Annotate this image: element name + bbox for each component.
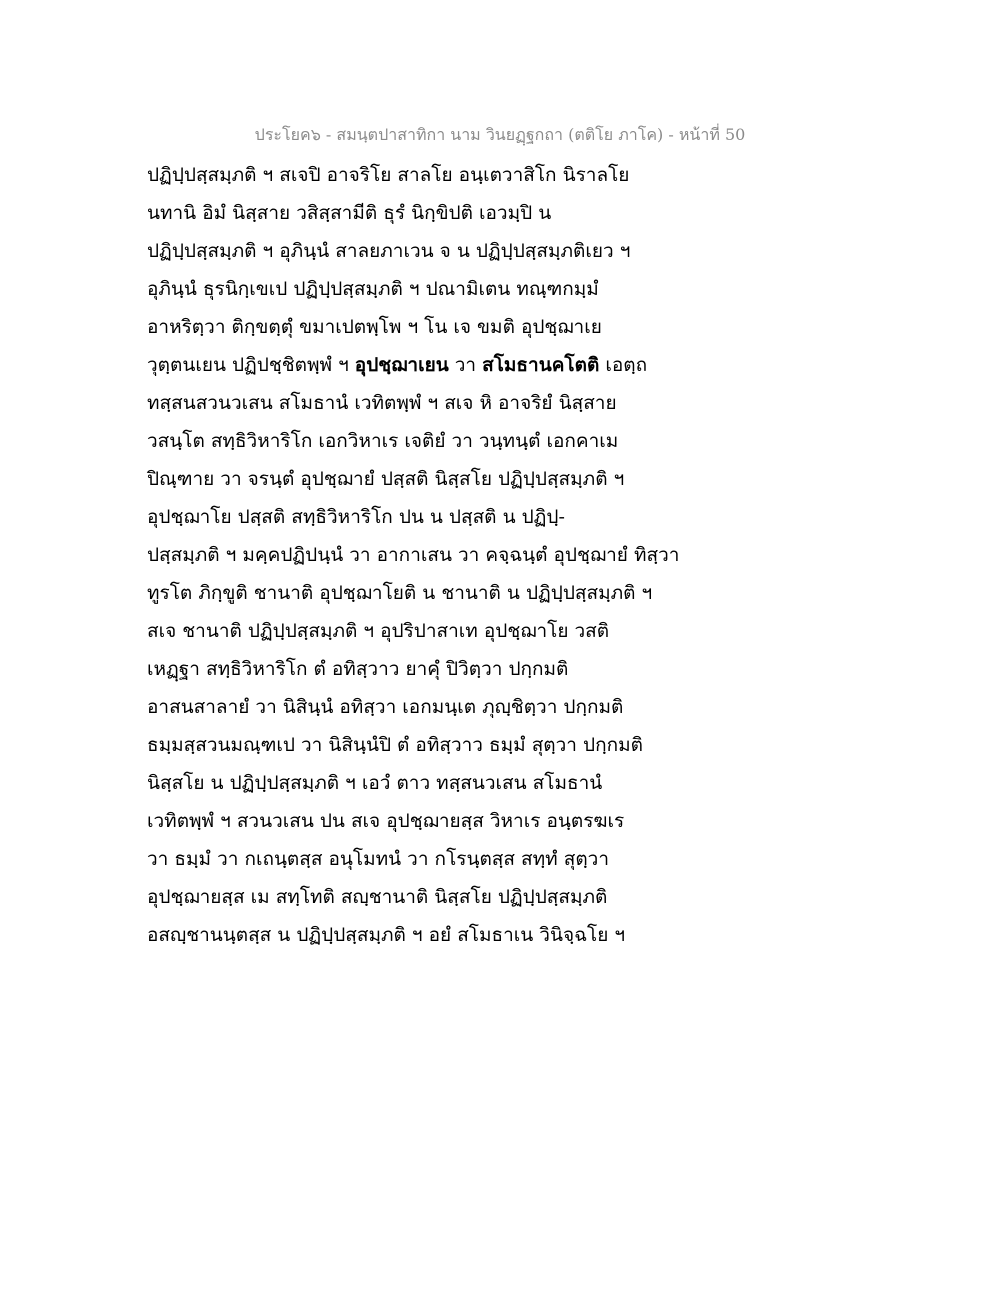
text-segment: อุปชฺฌายสฺส เม สทฺโทติ สญฺชานาติ นิสฺสโย ปฏิปฺปสฺสมฺภติ (147, 886, 608, 908)
text-line (147, 232, 767, 270)
bold-term: อุปชฺฌาเยน (354, 354, 449, 376)
text-segment: อาสนสาลายํ วา นิสินฺนํ อทิสฺวา เอกมนฺเต ภุญฺชิตฺวา ปกฺกมติ (147, 696, 624, 718)
text-line (147, 916, 767, 954)
text-segment: ทูรโต ภิกฺขูติ ชานาติ อุปชฺฌาโยติ น ชานาติ น ปฏิปฺปสฺสมฺภติ ฯ (147, 582, 653, 604)
text-segment: วา (448, 354, 483, 376)
text-segment: ปิณฺฑาย วา จรนฺตํ อุปชฺฌายํ ปสฺสติ นิสฺสโย ปฏิปฺปสฺสมฺภติ ฯ (147, 468, 625, 490)
text-segment: เหฏฺฐา สทฺธิวิหาริโก ตํ อทิสฺวาว ยาคุํ ปิวิตฺวา ปกฺกมติ (147, 658, 569, 680)
text-line (147, 802, 767, 840)
text-line (147, 346, 767, 384)
text-segment: เวทิตพฺพํ ฯ สวนวเสน ปน สเจ อุปชฺฌายสฺส วิหาเร อนฺตรฆเร (147, 810, 625, 832)
text-line (147, 460, 767, 498)
text-line (147, 384, 767, 422)
text-segment: อสญฺชานนฺตสฺส น ปฏิปฺปสฺสมฺภติ ฯ อยํ สโมธาเน วินิจฺฉโย ฯ (147, 924, 626, 946)
text-segment: วสนฺโต สทฺธิวิหาริโก เอกวิหาเร เจติยํ วา วนฺทนฺตํ เอกคาเม (147, 430, 619, 452)
text-segment: อาหริตฺวา ติกฺขตฺตุํ ขมาเปตพฺโพ ฯ โน เจ ขมติ อุปชฺฌาเย (147, 316, 602, 338)
text-line (147, 156, 767, 194)
text-line (147, 726, 767, 764)
text-segment: อุปชฺฌาโย ปสฺสติ สทฺธิวิหาริโก ปน น ปสฺสติ น ปฏิปฺ- (147, 506, 565, 528)
text-line (147, 840, 767, 878)
text-line (147, 308, 767, 346)
text-line (147, 764, 767, 802)
text-segment: วา ธมฺมํ วา กเถนฺตสฺส อนุโมทนํ วา กโรนฺตสฺส สทฺทํ สุตฺวา (147, 848, 609, 870)
text-segment: สเจ ชานาติ ปฏิปฺปสฺสมฺภติ ฯ อุปริปาสาเท อุปชฺฌาโย วสติ (147, 620, 610, 642)
text-line (147, 536, 767, 574)
text-segment: นทานิ อิมํ นิสฺสาย วสิสฺสามีติ ธุรํ นิกฺขิปติ เอวมฺปิ น (147, 202, 552, 224)
text-segment: นิสฺสโย น ปฏิปฺปสฺสมฺภติ ฯ เอวํ ตาว ทสฺสนวเสน สโมธานํ (147, 772, 603, 794)
bold-term: สโมธานคโตติ (482, 354, 600, 376)
text-line (147, 498, 767, 536)
text-segment: ธมฺมสฺสวนมณฺฑเป วา นิสินฺนํปิ ตํ อทิสฺวาว ธมฺมํ สุตฺวา ปกฺกมติ (147, 734, 643, 756)
text-segment: ปสฺสมฺภติ ฯ มคฺคปฏิปนฺนํ วา อากาเสน วา คจฺฉนฺตํ อุปชฺฌายํ ทิสฺวา (147, 544, 680, 566)
text-segment: วุตฺตนเยน ปฏิปชฺชิตพฺพํ ฯ (147, 354, 355, 376)
text-line (147, 194, 767, 232)
text-line (147, 878, 767, 916)
text-segment: ปฏิปฺปสฺสมฺภติ ฯ สเจปิ อาจริโย สาลโย อนฺเตวาสิโก นิราลโย (147, 164, 630, 186)
body-text (147, 156, 767, 954)
text-line (147, 612, 767, 650)
text-line (147, 650, 767, 688)
text-line (147, 688, 767, 726)
text-segment: อุภินฺนํ ธุรนิกฺเขเป ปฏิปฺปสฺสมฺภติ ฯ ปณามิเตน ทณฺฑกมฺมํ (147, 278, 599, 300)
text-segment: ปฏิปฺปสฺสมฺภติ ฯ อุภินฺนํ สาลยภาเวน จ น ปฏิปฺปสฺสมฺภติเยว ฯ (147, 240, 631, 262)
page-header-text: ประโยค๖ - สมนฺตปาสาทิกา นาม วินยฏฺฐกถา (ตติโย ภาโค) - หน้าที่ 50 (254, 125, 746, 144)
text-line (147, 270, 767, 308)
text-line (147, 574, 767, 612)
text-segment: เอตฺถ (599, 354, 648, 376)
text-segment: ทสฺสนสวนวเสน สโมธานํ เวทิตพฺพํ ฯ สเจ หิ อาจริยํ นิสฺสาย (147, 392, 617, 414)
page-header (0, 122, 1000, 148)
text-line (147, 422, 767, 460)
